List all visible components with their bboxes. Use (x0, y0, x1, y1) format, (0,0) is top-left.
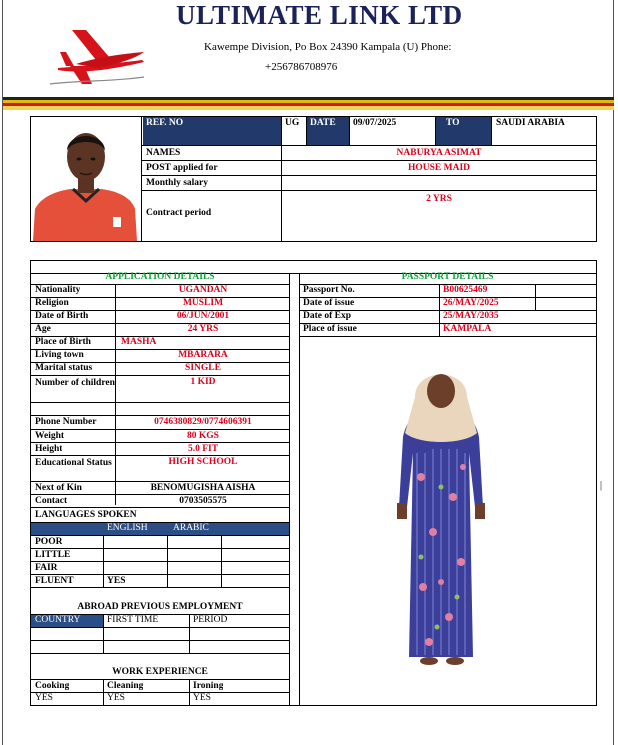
children-value: 1 KID (190, 377, 216, 387)
phone-label: Phone Number (35, 417, 97, 427)
level-fluent: FLUENT (35, 576, 74, 586)
post-label: POST applied for (146, 163, 218, 173)
issue-date-label: Date of issue (303, 298, 355, 308)
contact-value: 0703505575 (179, 496, 227, 506)
date-label: DATE (307, 117, 349, 145)
marital-value: SINGLE (185, 363, 221, 373)
children-label: Number of children (35, 378, 115, 388)
weight-label: Weight (35, 431, 65, 441)
passport-details-title: PASSPORT DETAILS (401, 272, 494, 282)
height-label: Height (35, 444, 63, 454)
application-details-title: APPLICATION DETAILS (105, 272, 215, 282)
dob-value: 06/JUN/2001 (176, 311, 230, 321)
arabic-column: ARABIC (173, 523, 209, 533)
salary-label: Monthly salary (146, 178, 209, 188)
post-value: HOUSE MAID (407, 163, 471, 173)
issue-place-value: KAMPALA (443, 324, 492, 334)
details-table (30, 260, 597, 706)
abroad-employment-title: ABROAD PREVIOUS EMPLOYMENT (77, 602, 243, 612)
religion-label: Religion (35, 298, 69, 308)
work-ironing: Ironing (193, 681, 224, 691)
age-label: Age (35, 324, 51, 334)
pob-value: MASHA (121, 337, 157, 347)
level-poor: POOR (35, 537, 63, 547)
company-name: ULTIMATE LINK LTD (176, 0, 463, 30)
dob-label: Date of Birth (35, 311, 89, 321)
weight-value: 80 KGS (187, 431, 219, 441)
height-value: 5.0 FIT (187, 444, 219, 454)
phone-value: 0746380829/0774606391 (154, 417, 252, 427)
to-value: SAUDI ARABIA (496, 118, 565, 128)
full-length-photo (371, 357, 511, 669)
ug-code: UG (285, 118, 300, 128)
marital-label: Marital status (35, 363, 93, 373)
next-of-kin-value: BENOMUGISHA AISHA (150, 483, 256, 493)
ref-no-label: REF. NO (143, 117, 281, 145)
level-little: LITTLE (35, 550, 71, 560)
to-label: TO (436, 117, 491, 145)
names-label: NAMES (146, 148, 181, 158)
scrollbar-mark: | (600, 480, 603, 491)
work-cleaning: Cleaning (107, 681, 144, 691)
languages-title: LANGUAGES SPOKEN (35, 510, 137, 520)
address-line-2: +256786708976 (265, 61, 338, 73)
work-ironing-value: YES (193, 693, 211, 703)
level-fair: FAIR (35, 563, 58, 573)
address-line-1: Kawempe Division, Po Box 24390 Kampala (U) Phone: (204, 41, 452, 53)
passport-no-value: B00625469 (443, 285, 488, 295)
education-label: Educational Status (35, 458, 112, 468)
passport-no-label: Passport No. (303, 285, 355, 295)
issue-date-value: 26/MAY/2025 (443, 298, 499, 308)
nationality-label: Nationality (35, 285, 81, 295)
work-cooking-value: YES (35, 693, 53, 703)
fluent-english-value: YES (107, 576, 126, 586)
contact-label: Contact (35, 496, 68, 506)
abroad-country-header: COUNTRY (31, 615, 103, 627)
abroad-first-time-header: FIRST TIME (107, 615, 159, 625)
next-of-kin-label: Next of Kin (35, 483, 82, 493)
work-experience-title: WORK EXPERIENCE (112, 667, 208, 677)
education-value: HIGH SCHOOL (168, 457, 238, 467)
living-town-value: MBARARA (178, 350, 228, 360)
religion-value: MUSLIM (182, 298, 224, 308)
pob-label: Place of Birth (35, 337, 91, 347)
living-town-label: Living town (35, 350, 84, 360)
airplane-logo (40, 22, 150, 92)
contract-label: Contract period (146, 208, 212, 218)
work-cooking: Cooking (35, 681, 70, 691)
expiry-date-value: 25/MAY/2035 (443, 311, 499, 321)
names-value: NABURYA ASIMAT (396, 148, 482, 158)
issue-place-label: Place of issue (303, 324, 357, 334)
abroad-period-header: PERIOD (193, 615, 228, 625)
english-column: ENGLISH (107, 523, 148, 533)
top-info-table (30, 116, 597, 242)
flag-band (3, 97, 614, 110)
date-value: 09/07/2025 (353, 118, 397, 128)
nationality-value: UGANDAN (178, 285, 228, 295)
age-value: 24 YRS (187, 324, 219, 334)
portrait-photo (31, 117, 142, 241)
work-cleaning-value: YES (107, 693, 125, 703)
languages-header (31, 523, 289, 535)
contract-value: 2 YRS (426, 194, 452, 204)
expiry-date-label: Date of Exp (303, 311, 352, 321)
